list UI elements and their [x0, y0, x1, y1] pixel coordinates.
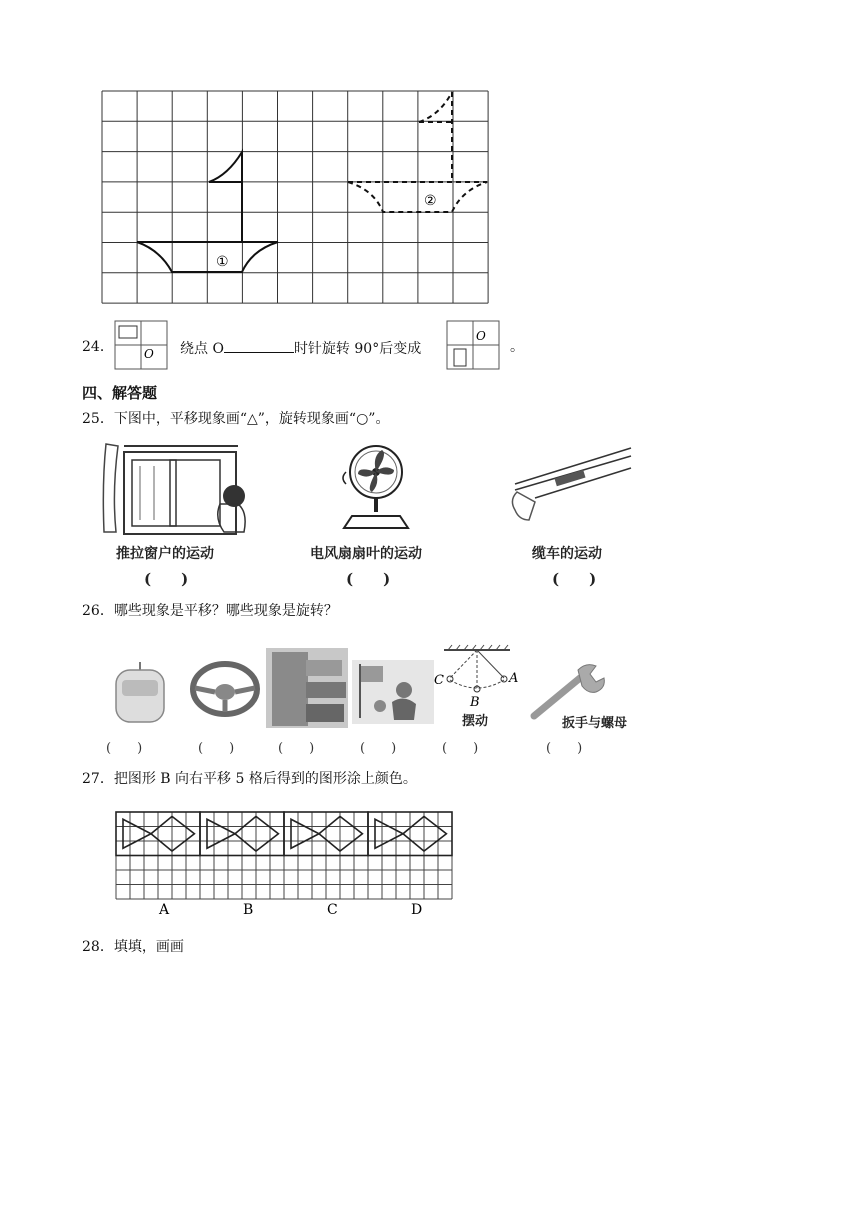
section-title: 四、解答题 [82, 384, 158, 402]
label-b: B [243, 902, 254, 918]
q25-caption-1: 推拉窗户的运动 [116, 546, 214, 562]
q26-answer-5[interactable]: ( ) [442, 741, 479, 756]
q28-text: 填填，画画 [113, 939, 184, 955]
q27-number: 27． [82, 771, 114, 787]
q26-answer-2[interactable]: ( ) [198, 741, 235, 756]
q24-point-o-left: O [144, 347, 154, 361]
q26-caption-pendulum: 摆动 [462, 714, 489, 729]
q26-answer-6[interactable]: ( ) [546, 741, 583, 756]
q26-answer-3[interactable]: ( ) [278, 741, 315, 756]
q25-answer-1[interactable]: ( ) [144, 570, 189, 588]
q27-text: 把图形 B 向右平移 5 格后得到的图形涂上颜色。 [113, 771, 417, 787]
pendulum-label-b: B [470, 695, 480, 710]
q25-number: 25． [82, 411, 114, 427]
q25-answer-2[interactable]: ( ) [346, 570, 391, 588]
label-d: D [411, 902, 423, 918]
q26-answer-4[interactable]: ( ) [360, 741, 397, 756]
pendulum-label-c: C [434, 673, 444, 688]
label-c: C [327, 902, 338, 918]
q26-answer-1[interactable]: ( ) [106, 741, 143, 756]
q26-text: 哪些现象是平移？哪些现象是旋转？ [113, 603, 338, 619]
q24-point-o-right: O [476, 329, 486, 343]
q24-text-after: 时针旋转 90°后变成 [293, 341, 422, 357]
q28-question [82, 938, 184, 956]
q24-number: 24． [82, 339, 114, 355]
shape-2-label: ② [424, 193, 437, 209]
q28-number: 28． [82, 939, 114, 955]
q25-caption-3: 缆车的运动 [532, 546, 602, 562]
q25-caption-2: 电风扇扇叶的运动 [310, 546, 422, 562]
q26-number: 26． [82, 603, 114, 619]
q26-caption-wrench: 扳手与螺母 [562, 716, 628, 731]
q24-end: 。 [510, 339, 524, 355]
q25-text: 下图中，平移现象画“△”，旋转现象画“○”。 [113, 411, 390, 427]
pendulum-label-a: A [509, 671, 519, 686]
q24-text-before: 绕点 O [180, 341, 224, 357]
q25-answer-3[interactable]: ( ) [552, 570, 597, 588]
label-a: A [159, 902, 170, 918]
shape-1-label: ① [216, 254, 229, 270]
